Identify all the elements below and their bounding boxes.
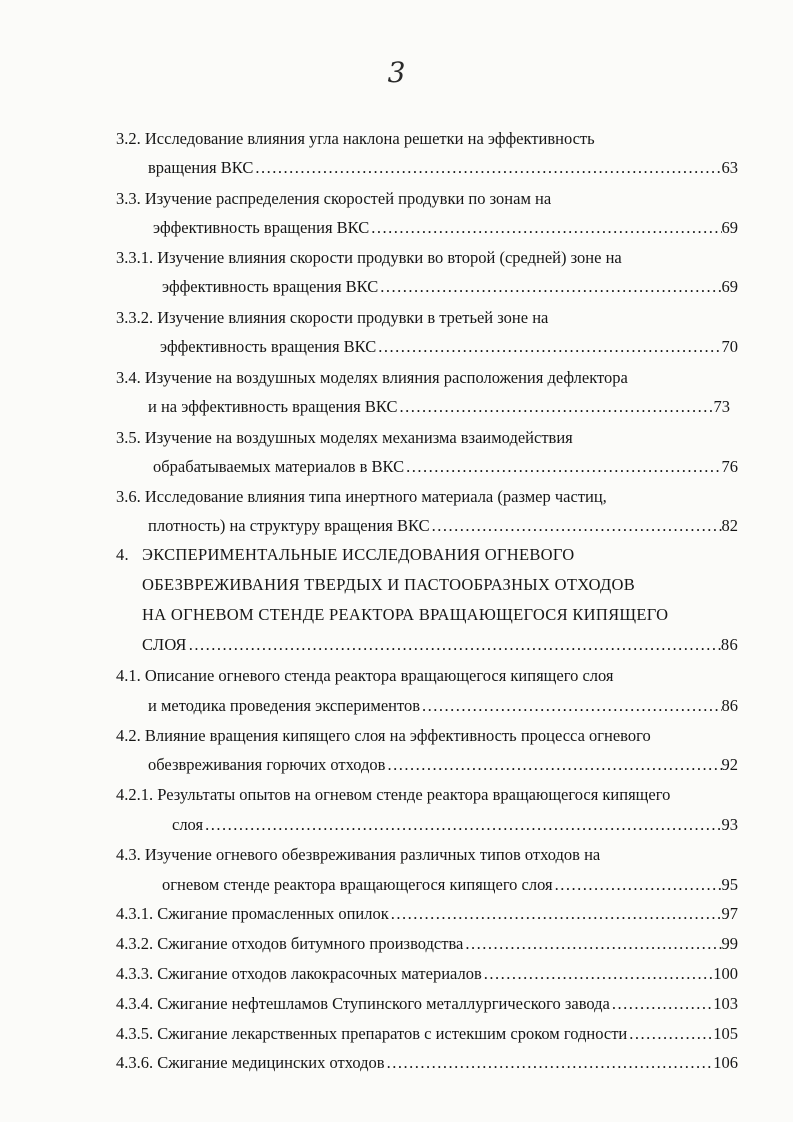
toc-entry-3-3-cont: эффективность вращения ВКС bbox=[153, 218, 370, 237]
toc-entry-4-3-6-title: 4.3.6. Сжигание медицинских отходов bbox=[116, 1053, 385, 1072]
toc-entry-3-4-leader bbox=[148, 396, 730, 418]
toc-entry-4-2-cont: обезвреживания горючих отходов bbox=[148, 755, 386, 774]
toc-entry-4-3-3 bbox=[116, 963, 738, 985]
toc-entry-4-3-2 bbox=[116, 933, 738, 955]
toc-entry-3-6-title: 3.6. Исследование влияния типа инертного материала (размер частиц, bbox=[116, 487, 607, 506]
toc-entry-4-3-4-page: 103 bbox=[713, 994, 738, 1013]
toc-entry-3-5-cont: обрабатываемых материалов в ВКС bbox=[153, 457, 405, 476]
toc-entry-3-5-page: 76 bbox=[721, 457, 738, 476]
toc-entry-3-2-page: 63 bbox=[721, 158, 738, 177]
toc-entry-3-3-1-leader bbox=[162, 276, 738, 298]
toc-entry-3-3-2-page: 70 bbox=[721, 337, 738, 356]
toc-entry-4-1-leader bbox=[148, 695, 738, 717]
toc-entry-3-6-leader bbox=[148, 515, 738, 537]
toc-entry-4-3-cont: огневом стенде реактора вращающегося кипящего слоя bbox=[162, 875, 553, 894]
toc-entry-4-2-title: 4.2. Влияние вращения кипящего слоя на эффективность процесса огневого bbox=[116, 726, 651, 745]
toc-entry-4-2-page: 92 bbox=[721, 755, 738, 774]
toc-entry-4-3-leader bbox=[162, 874, 738, 896]
toc-entry-3-3-1-title: 3.3.1. Изучение влияния скорости продувки во второй (средней) зоне на bbox=[116, 248, 622, 267]
toc-entry-3-3-title: 3.3. Изучение распределения скоростей продувки по зонам на bbox=[116, 189, 552, 208]
toc-entry-4-3-6 bbox=[116, 1052, 738, 1074]
toc-entry-4-1-cont: и методика проведения экспериментов bbox=[148, 696, 421, 715]
toc-entry-4-3-3-page: 100 bbox=[713, 964, 738, 983]
toc-entry-3-4-page: 73 bbox=[713, 397, 730, 416]
toc-entry-4-3-2-page: 99 bbox=[721, 934, 738, 953]
toc-entry-3-2-cont: вращения ВКС bbox=[148, 158, 254, 177]
chapter-4-title-line-1: ЭКСПЕРИМЕНТАЛЬНЫЕ ИССЛЕДОВАНИЯ ОГНЕВОГО bbox=[142, 545, 575, 564]
chapter-4-title-line-3: НА ОГНЕВОМ СТЕНДЕ РЕАКТОРА ВРАЩАЮЩЕГОСЯ КИПЯЩЕГО bbox=[142, 605, 669, 624]
chapter-4-title-line-4: СЛОЯ bbox=[142, 635, 187, 654]
toc-entry-4-2-1-page: 93 bbox=[721, 815, 738, 834]
toc-entry-4-3-4-title: 4.3.4. Сжигание нефтешламов Ступинского металлургического завода bbox=[116, 994, 610, 1013]
toc-entry-4-2-1-title: 4.2.1. Результаты опытов на огневом стенде реактора вращающегося кипящего bbox=[116, 785, 671, 804]
toc-entry-4-3-4 bbox=[116, 993, 738, 1015]
toc-entry-3-3-leader bbox=[153, 217, 738, 239]
chapter-4-page: 86 bbox=[720, 635, 738, 654]
toc-entry-3-3-1-page: 69 bbox=[721, 277, 738, 296]
toc-entry-3-3-page: 69 bbox=[721, 218, 738, 237]
toc-entry-4-3-3-title: 4.3.3. Сжигание отходов лакокрасочных материалов bbox=[116, 964, 482, 983]
toc-entry-3-2-leader bbox=[148, 157, 738, 179]
toc-entry-3-3-2-title: 3.3.2. Изучение влияния скорости продувки в третьей зоне на bbox=[116, 308, 549, 327]
toc-entry-4-3-5 bbox=[116, 1023, 738, 1045]
toc-entry-3-6-page: 82 bbox=[721, 516, 738, 535]
toc-entry-3-5-title: 3.5. Изучение на воздушных моделях механизма взаимодействия bbox=[116, 428, 573, 447]
toc-entry-4-3-1-title: 4.3.1. Сжигание промасленных опилок bbox=[116, 904, 389, 923]
toc-entry-3-2-title: 3.2. Исследование влияния угла наклона решетки на эффективность bbox=[116, 129, 595, 148]
chapter-4-leader bbox=[142, 634, 738, 656]
toc-entry-3-6-cont: плотность) на структуру вращения ВКС bbox=[148, 516, 430, 535]
toc-entry-4-3-1-page: 97 bbox=[721, 904, 738, 923]
toc-entry-4-3-page: 95 bbox=[721, 875, 738, 894]
toc-entry-3-3-1-cont: эффективность вращения ВКС bbox=[162, 277, 379, 296]
toc-entry-4-2-leader bbox=[148, 754, 738, 776]
toc-entry-4-3-1 bbox=[116, 903, 738, 925]
chapter-4-title-line-2: ОБЕЗВРЕЖИВАНИЯ ТВЕРДЫХ И ПАСТООБРАЗНЫХ ОТХОДОВ bbox=[142, 575, 636, 594]
toc-entry-4-3-6-page: 106 bbox=[713, 1053, 738, 1072]
toc-entry-3-3-2-leader bbox=[160, 336, 738, 358]
toc-entry-4-1-page: 86 bbox=[721, 696, 738, 715]
toc-entry-4-3-5-page: 105 bbox=[713, 1024, 738, 1043]
toc-entry-4-3-5-title: 4.3.5. Сжигание лекарственных препаратов с истекшим сроком годности bbox=[116, 1024, 628, 1043]
toc-entry-3-4-title: 3.4. Изучение на воздушных моделях влияния расположения дефлектора bbox=[116, 368, 628, 387]
toc-entry-3-3-2-cont: эффективность вращения ВКС bbox=[160, 337, 377, 356]
toc-entry-4-3-title: 4.3. Изучение огневого обезвреживания различных типов отходов на bbox=[116, 845, 601, 864]
toc-entry-4-2-1-leader bbox=[172, 814, 738, 836]
toc-entry-4-2-1-cont: слоя bbox=[172, 815, 204, 834]
chapter-4-number: 4. bbox=[116, 545, 129, 564]
toc-entry-3-4-cont: и на эффективность вращения ВКС bbox=[148, 397, 398, 416]
toc-entry-4-3-2-title: 4.3.2. Сжигание отходов битумного производства bbox=[116, 934, 464, 953]
toc-entry-4-1-title: 4.1. Описание огневого стенда реактора вращающегося кипящего слоя bbox=[116, 666, 614, 685]
page-number: 3 bbox=[387, 56, 406, 89]
toc-entry-3-5-leader bbox=[153, 456, 738, 478]
